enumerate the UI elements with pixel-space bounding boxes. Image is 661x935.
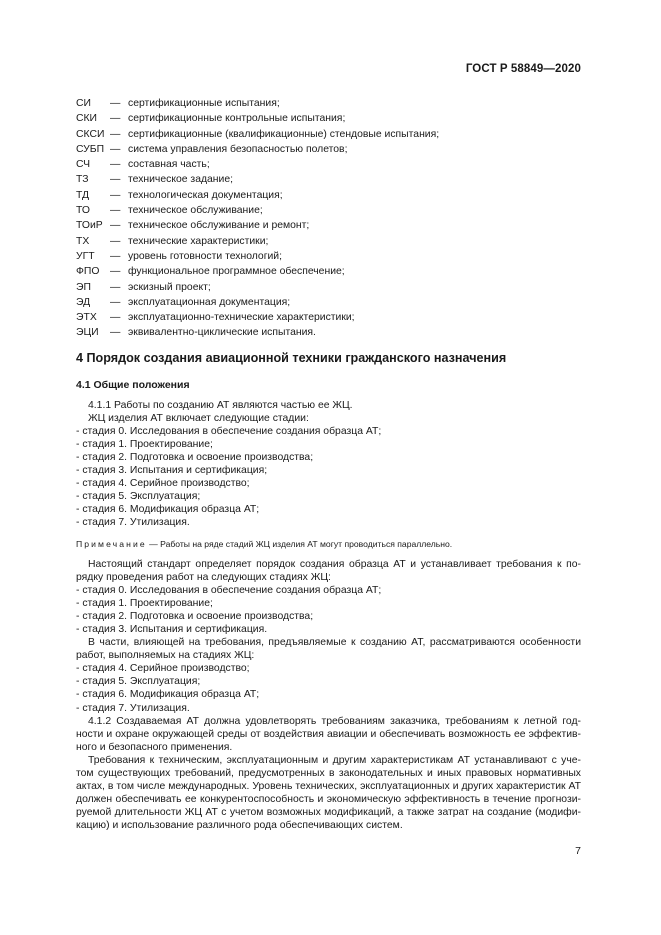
text-line: - стадия 3. Испытания и сертификация;: [76, 465, 268, 477]
text-line: - стадия 0. Исследования в обеспечение создания образца АТ;: [76, 426, 382, 438]
text-line: должен обеспечивать ее конкурентоспособность и экономическую эффективность в течение прогнози-: [76, 793, 581, 805]
abbreviation-meaning: техническое обслуживание и ремонт;: [128, 220, 310, 232]
abbreviation-dash: —: [110, 266, 121, 278]
abbreviation-meaning: технологическая документация;: [128, 189, 283, 201]
abbreviation-meaning: сертификационные контрольные испытания;: [128, 113, 346, 125]
abbreviation-row: [76, 249, 439, 264]
page-number: 7: [575, 845, 581, 857]
text-line: - стадия 2. Подготовка и освоение производства;: [76, 452, 314, 464]
abbreviation-meaning: составная часть;: [128, 159, 210, 171]
abbreviation-dash: —: [110, 250, 121, 262]
abbreviation-dash: —: [110, 113, 121, 125]
abbreviation-dash: —: [110, 128, 121, 140]
text-line: - стадия 7. Утилизация.: [76, 517, 190, 529]
note-label: Примечание: [76, 539, 147, 549]
abbreviation-code: СУБП: [76, 143, 105, 155]
abbreviation-row: [76, 188, 439, 203]
text-line: рядку проведения работ на следующих стадиях ЖЦ:: [76, 572, 331, 584]
abbreviation-meaning: техническое задание;: [128, 174, 234, 186]
text-line: - стадия 4. Серийное производство;: [76, 478, 250, 490]
abbreviation-meaning: эксплуатационная документация;: [128, 296, 291, 308]
abbreviation-row: [76, 280, 439, 295]
abbreviation-row: [76, 218, 439, 233]
abbreviation-code: ЭТХ: [76, 312, 97, 324]
abbreviation-dash: —: [110, 143, 121, 155]
text-line: ности и охране окружающей среды от воздействия авиации и обеспечивать возможность ее эффектив-: [76, 728, 581, 740]
abbreviation-row: [76, 157, 439, 172]
abbreviation-dash: —: [110, 296, 121, 308]
text-line: Требования к техническим, эксплуатационным и другим характеристикам АТ устанавливают с уче-: [88, 754, 581, 766]
abbreviation-row: [76, 172, 439, 187]
section-title: 4 Порядок создания авиационной техники гражданского назначения: [76, 351, 507, 365]
abbreviation-code: ТХ: [76, 235, 90, 247]
note-text: — Работы на ряде стадий ЖЦ изделия АТ могут проводиться параллельно.: [146, 539, 453, 549]
text-line: работ, выполняемых на стадиях ЖЦ:: [76, 650, 255, 662]
abbreviation-meaning: эскизный проект;: [128, 281, 211, 293]
text-line: - стадия 5. Эксплуатация;: [76, 491, 201, 503]
abbreviation-row: [76, 142, 439, 157]
abbreviation-code: ЭД: [76, 296, 91, 308]
text-line: В части, влияющей на требования, предъявляемые к созданию АТ, рассматриваются особенности: [88, 637, 581, 649]
abbreviation-row: [76, 127, 439, 142]
abbreviation-code: ТО: [76, 205, 90, 217]
text-line: - стадия 3. Испытания и сертификация.: [76, 624, 268, 636]
standard-header: ГОСТ Р 58849—2020: [465, 63, 581, 75]
text-line: - стадия 2. Подготовка и освоение производства;: [76, 611, 314, 623]
text-line: ного и безопасного применения.: [76, 741, 233, 753]
abbreviation-meaning: техническое обслуживание;: [128, 205, 263, 217]
text-line: кацию) и использование различного рода обеспечивающих систем.: [76, 819, 403, 831]
abbreviation-code: СКИ: [76, 113, 98, 125]
subsection-title: 4.1 Общие положения: [76, 379, 190, 391]
abbreviation-meaning: уровень готовности технологий;: [128, 250, 282, 262]
abbreviation-dash: —: [110, 159, 121, 171]
text-line: - стадия 1. Проектирование;: [76, 439, 213, 451]
note: [76, 539, 452, 549]
abbreviation-dash: —: [110, 205, 121, 217]
abbreviation-meaning: функциональное программное обеспечение;: [128, 266, 345, 278]
abbreviation-code: ТЗ: [76, 174, 89, 186]
abbreviation-meaning: технические характеристики;: [128, 235, 269, 247]
abbreviation-dash: —: [110, 312, 121, 324]
abbreviation-dash: —: [110, 281, 121, 293]
abbreviation-code: СИ: [76, 98, 91, 109]
text-line: - стадия 1. Проектирование;: [76, 598, 213, 610]
abbreviation-row: [76, 295, 439, 310]
text-line: - стадия 6. Модификация образца АТ;: [76, 504, 260, 516]
abbreviation-meaning: эквивалентно-циклические испытания.: [128, 327, 316, 339]
abbreviation-code: ЭЦИ: [76, 327, 99, 339]
abbreviation-code: СКСИ: [76, 128, 105, 140]
abbreviation-code: ЭП: [76, 281, 91, 293]
abbreviation-list: [76, 96, 439, 341]
text-line: - стадия 0. Исследования в обеспечение создания образца АТ;: [76, 585, 382, 597]
abbreviation-meaning: сертификационные (квалификационные) стендовые испытания;: [128, 128, 440, 140]
text-line: - стадия 6. Модификация образца АТ;: [76, 689, 260, 701]
abbreviation-meaning: система управления безопасностью полетов;: [128, 143, 348, 155]
abbreviation-dash: —: [110, 189, 121, 201]
clause-4-1-1: [76, 399, 581, 529]
text-line: 4.1.2 Создаваемая АТ должна удовлетворять требованиям заказчика, требованиям к летной год-: [88, 715, 581, 727]
abbreviation-row: [76, 325, 439, 340]
abbreviation-dash: —: [110, 174, 121, 186]
text-line: руемой длительности ЖЦ АТ с учетом возможных модификаций, а также затрат на создание (модифи-: [76, 806, 581, 818]
text-line: актах, в том числе международных. Уровень технических, эксплуатационных и других характеристик АТ: [76, 780, 581, 792]
abbreviation-code: УГТ: [76, 250, 95, 262]
abbreviation-code: ТОиР: [76, 220, 103, 232]
text-line: - стадия 7. Утилизация.: [76, 702, 190, 714]
text-line: - стадия 5. Эксплуатация;: [76, 676, 201, 688]
text-line: Настоящий стандарт определяет порядок создания образца АТ и устанавливает требования к по-: [88, 559, 581, 570]
text-line: 4.1.1 Работы по созданию АТ являются частью ее ЖЦ.: [88, 400, 353, 411]
abbreviation-meaning: эксплуатационно-технические характеристики;: [128, 312, 355, 324]
abbreviation-dash: —: [110, 220, 121, 232]
abbreviation-dash: —: [110, 235, 121, 247]
abbreviation-row: [76, 203, 439, 218]
abbreviation-row: [76, 111, 439, 126]
abbreviation-dash: —: [110, 98, 121, 109]
abbreviation-row: [76, 310, 439, 325]
abbreviation-code: ФПО: [76, 266, 100, 278]
text-line: - стадия 4. Серийное производство;: [76, 663, 250, 675]
abbreviation-row: [76, 96, 439, 111]
abbreviation-row: [76, 264, 439, 279]
clause-body: [76, 558, 581, 832]
text-line: ЖЦ изделия АТ включает следующие стадии:: [88, 413, 309, 425]
abbreviation-meaning: сертификационные испытания;: [128, 98, 280, 109]
text-line: том существующих требований, предусмотренных в законодательных и иных правовых нормативных: [76, 767, 581, 779]
abbreviation-dash: —: [110, 327, 121, 339]
abbreviation-code: СЧ: [76, 159, 91, 171]
abbreviation-code: ТД: [76, 189, 90, 201]
abbreviation-row: [76, 234, 439, 249]
